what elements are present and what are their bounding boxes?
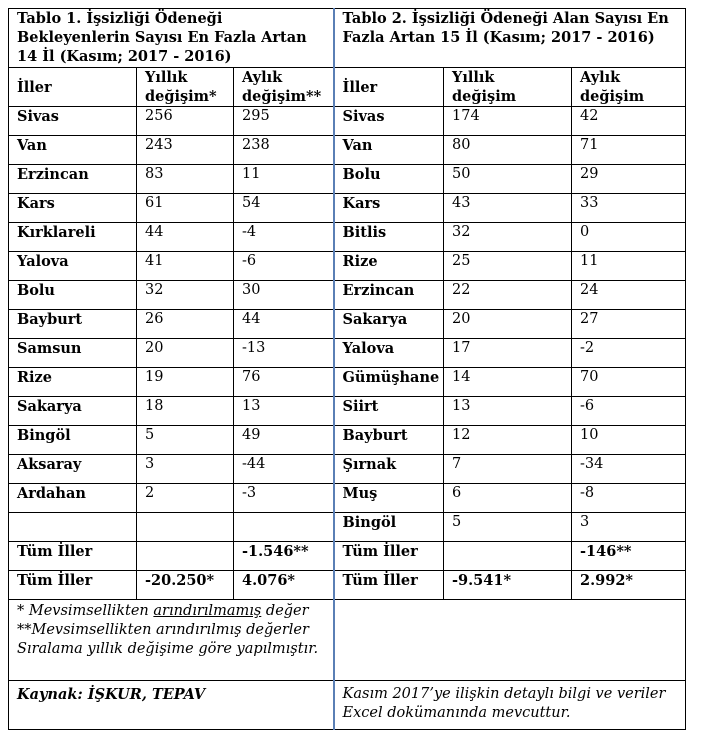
table1-col-il: İller (9, 68, 137, 107)
table-row (9, 107, 686, 136)
table-row (9, 281, 686, 310)
table2-province: Gümüşhane (334, 368, 444, 397)
table-row (9, 455, 686, 484)
table1-yillik-value: 256 (137, 107, 234, 136)
table2-col-aylik: Aylık değişim (572, 68, 686, 107)
title-row (9, 9, 686, 68)
note-line-2: **Mevsimsellikten arındırılmış değerler (17, 622, 309, 638)
table2-title: Tablo 2. İşsizliği Ödeneği Alan Sayısı En Fazla Artan 15 İl (Kasım; 2017 - 2016) (334, 9, 686, 68)
table2-yillik-value: 6 (444, 484, 572, 513)
table2-total-aylik: 2.992* (572, 571, 686, 600)
total-row (9, 542, 686, 571)
table2-aylik-value: 42 (572, 107, 686, 136)
table1-aylik-value: -3 (234, 484, 334, 513)
total-row (9, 571, 686, 600)
table1-aylik-value: -6 (234, 252, 334, 281)
table1-province: Ardahan (9, 484, 137, 513)
table-row (9, 194, 686, 223)
table1-province: Yalova (9, 252, 137, 281)
table2-yillik-value: 22 (444, 281, 572, 310)
table2-aylik-value: 27 (572, 310, 686, 339)
table1-aylik-value (234, 513, 334, 542)
table-row (9, 136, 686, 165)
table-row (9, 484, 686, 513)
comparison-table (8, 8, 686, 730)
table2-aylik-value: 71 (572, 136, 686, 165)
table2-aylik-value: 29 (572, 165, 686, 194)
table1-yillik-value: 5 (137, 426, 234, 455)
table2-aylik-value: 24 (572, 281, 686, 310)
table1-title: Tablo 1. İşsizliği Ödeneği Bekleyenlerin Sayısı En Fazla Artan 14 İl (Kasım; 2017 - 2016) (9, 9, 334, 68)
table1-aylik-value: 238 (234, 136, 334, 165)
table1-province: Rize (9, 368, 137, 397)
table2-col-il: İller (334, 68, 444, 107)
table2-notes-empty (334, 600, 686, 681)
table2-aylik-value: -34 (572, 455, 686, 484)
tables-frame (8, 8, 686, 730)
note1-suffix: değer (261, 603, 309, 619)
table1-notes (9, 600, 334, 681)
table1-province: Sakarya (9, 397, 137, 426)
table2-yillik-value: 5 (444, 513, 572, 542)
table1-yillik-value: 2 (137, 484, 234, 513)
table2-province: Bitlis (334, 223, 444, 252)
note1-underlined: arındırılmamış (153, 603, 262, 619)
table1-yillik-value: 19 (137, 368, 234, 397)
table1-province (9, 513, 137, 542)
header-row (9, 68, 686, 107)
note-line-3: Sıralama yıllık değişime göre yapılmıştır. (17, 641, 319, 657)
table1-total-yillik: -20.250* (137, 571, 234, 600)
table2-yillik-value: 14 (444, 368, 572, 397)
table1-total-yillik (137, 542, 234, 571)
table1-aylik-value: 30 (234, 281, 334, 310)
table-row (9, 310, 686, 339)
table-row (9, 513, 686, 542)
table1-yillik-value: 83 (137, 165, 234, 194)
table2-province: Kars (334, 194, 444, 223)
table2-yillik-value: 17 (444, 339, 572, 368)
table2-yillik-value: 174 (444, 107, 572, 136)
table1-aylik-value: 54 (234, 194, 334, 223)
note1-prefix: * Mevsimsellikten (17, 603, 154, 619)
table1-province: Bingöl (9, 426, 137, 455)
table2-province: Siirt (334, 397, 444, 426)
table1-province: Samsun (9, 339, 137, 368)
table1-aylik-value: 11 (234, 165, 334, 194)
source-note: Kasım 2017’ye ilişkin detaylı bilgi ve veriler Excel dokümanında mevcuttur. (334, 681, 686, 730)
table2-aylik-value: 11 (572, 252, 686, 281)
table-row (9, 368, 686, 397)
table1-total-label: Tüm İller (9, 571, 137, 600)
table1-aylik-value: -44 (234, 455, 334, 484)
source-label: Kaynak: İŞKUR, TEPAV (9, 681, 334, 730)
table2-province: Bolu (334, 165, 444, 194)
table2-yillik-value: 32 (444, 223, 572, 252)
table1-province: Bayburt (9, 310, 137, 339)
table1-aylik-value: 295 (234, 107, 334, 136)
table2-yillik-value: 25 (444, 252, 572, 281)
table1-yillik-value: 243 (137, 136, 234, 165)
table1-province: Aksaray (9, 455, 137, 484)
table1-province: Van (9, 136, 137, 165)
table1-yillik-value: 44 (137, 223, 234, 252)
table-row (9, 252, 686, 281)
source-row (9, 681, 686, 730)
table2-yillik-value: 43 (444, 194, 572, 223)
table2-aylik-value: -6 (572, 397, 686, 426)
table1-aylik-value: 49 (234, 426, 334, 455)
table2-province: Bingöl (334, 513, 444, 542)
table-row (9, 397, 686, 426)
table-row (9, 426, 686, 455)
table2-yillik-value: 12 (444, 426, 572, 455)
table2-province: Sivas (334, 107, 444, 136)
table1-province: Kars (9, 194, 137, 223)
table1-yillik-value: 20 (137, 339, 234, 368)
table2-province: Muş (334, 484, 444, 513)
table2-yillik-value: 20 (444, 310, 572, 339)
table2-col-yillik: Yıllık değişim (444, 68, 572, 107)
table2-total-label: Tüm İller (334, 542, 444, 571)
table-row (9, 165, 686, 194)
note-line-1 (17, 602, 325, 621)
table1-yillik-value: 41 (137, 252, 234, 281)
table1-col-yillik: Yıllık değişim* (137, 68, 234, 107)
table2-total-yillik (444, 542, 572, 571)
table2-yillik-value: 7 (444, 455, 572, 484)
table1-yillik-value: 61 (137, 194, 234, 223)
table2-total-aylik: -146** (572, 542, 686, 571)
table2-total-yillik: -9.541* (444, 571, 572, 600)
table1-yillik-value: 3 (137, 455, 234, 484)
table2-province: Rize (334, 252, 444, 281)
table1-yillik-value: 32 (137, 281, 234, 310)
table2-province: Van (334, 136, 444, 165)
table2-province: Şırnak (334, 455, 444, 484)
table1-aylik-value: 76 (234, 368, 334, 397)
table1-province: Sivas (9, 107, 137, 136)
table1-aylik-value: -13 (234, 339, 334, 368)
table2-aylik-value: -8 (572, 484, 686, 513)
table1-aylik-value: -4 (234, 223, 334, 252)
table-row (9, 339, 686, 368)
table2-aylik-value: -2 (572, 339, 686, 368)
table1-col-aylik: Aylık değişim** (234, 68, 334, 107)
table1-total-label: Tüm İller (9, 542, 137, 571)
notes-row (9, 600, 686, 681)
table2-aylik-value: 33 (572, 194, 686, 223)
table1-province: Kırklareli (9, 223, 137, 252)
table1-province: Erzincan (9, 165, 137, 194)
table2-yillik-value: 50 (444, 165, 572, 194)
table1-yillik-value: 18 (137, 397, 234, 426)
table2-province: Sakarya (334, 310, 444, 339)
table2-province: Yalova (334, 339, 444, 368)
table2-total-label: Tüm İller (334, 571, 444, 600)
table2-province: Erzincan (334, 281, 444, 310)
table2-yillik-value: 13 (444, 397, 572, 426)
table2-aylik-value: 10 (572, 426, 686, 455)
table1-total-aylik: -1.546** (234, 542, 334, 571)
table2-province: Bayburt (334, 426, 444, 455)
table-row (9, 223, 686, 252)
table2-yillik-value: 80 (444, 136, 572, 165)
table2-aylik-value: 70 (572, 368, 686, 397)
table1-total-aylik: 4.076* (234, 571, 334, 600)
table1-yillik-value: 26 (137, 310, 234, 339)
table2-aylik-value: 3 (572, 513, 686, 542)
table1-aylik-value: 44 (234, 310, 334, 339)
table1-yillik-value (137, 513, 234, 542)
table1-province: Bolu (9, 281, 137, 310)
table2-aylik-value: 0 (572, 223, 686, 252)
table1-aylik-value: 13 (234, 397, 334, 426)
